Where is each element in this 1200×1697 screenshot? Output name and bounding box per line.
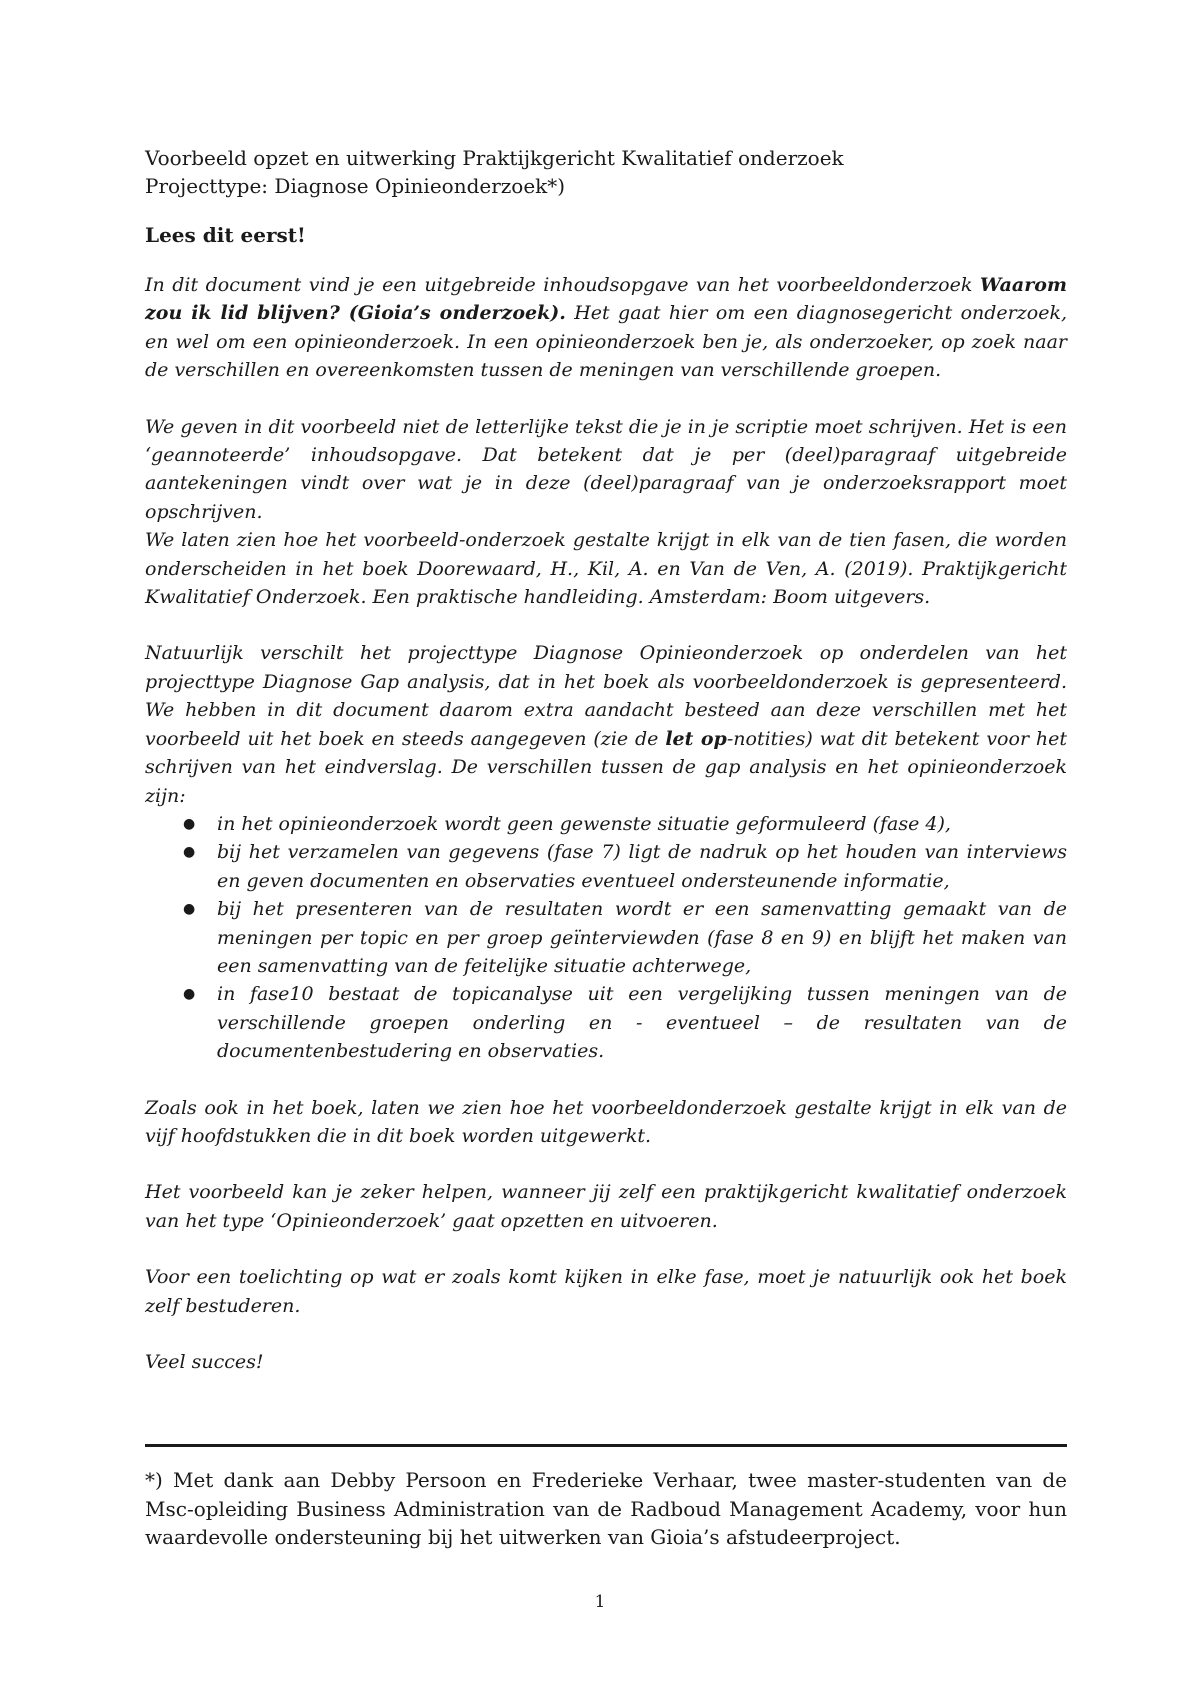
paragraph-differences-text-a: Natuurlijk verschilt het projecttype Diagnose Opinieonderzoek op onderdelen van het projecttype Diagnose Gap analysis, dat in het boek als voorbeeldonderzoek is gepresenteerd. We hebben in dit document daarom extra aandacht besteed aan deze verschillen met het voorbeeld uit het boek en steeds aangegeven (zie de: [145, 642, 1067, 750]
paragraph-chapters: Zoals ook in het boek, laten we zien hoe het voorbeeldonderzoek gestalte krijgt in elk van de vijf hoofdstukken die in dit boek worden uitgewerkt.: [145, 1096, 1067, 1147]
section-heading: Lees dit eerst!: [145, 223, 306, 247]
bullet-icon: ●: [183, 815, 196, 832]
paragraph-phases: We laten zien hoe het voorbeeld-onderzoek gestalte krijgt in elk van de tien fasen, die worden onderscheiden in het boek Doorewaard, H., Kil, A. en Van de Ven, A. (2019). Praktijkgericht Kwalitatief Onderzoek. Een praktische handleiding. Amsterdam: Boom uitgevers.: [145, 529, 1067, 609]
differences-list: [145, 810, 1067, 1066]
paragraph-intro-text-b: Het gaat hier om een diagnosegericht onderzoek, en wel om een opinieonderzoek. In een opinieonderzoek ben je, als onderzoeker, op zoek naar de verschillen en overeenkomsten tussen de meningen van verschillende groepen.: [145, 302, 1068, 382]
list-item: ● in het opinieonderzoek wordt geen gewenste situatie geformuleerd (fase 4),: [145, 810, 1067, 838]
project-type: Projecttype: Diagnose Opinieonderzoek*): [145, 174, 566, 198]
paragraph-intro: [145, 271, 1067, 385]
list-item: ● bij het presenteren van de resultaten wordt er een samenvatting gemaakt van de meningen per topic en per groep geïnterviewden (fase 8 en 9) en blijft het maken van een samenvatting van de feitelijke situatie achterwege,: [145, 895, 1067, 980]
bullet-icon: ●: [183, 901, 196, 918]
paragraph-differences-text-b: -notities) wat dit betekent voor het schrijven van het eindverslag. De verschillen tussen de gap analysis en het opinieonderzoek zijn:: [145, 727, 1068, 807]
bullet-icon: ●: [183, 986, 196, 1003]
paragraph-intro-bold: Waarom zou ik lid blijven? (Gioia’s onderzoek).: [145, 274, 1067, 325]
list-item: ● in fase10 bestaat de topicanalyse uit een vergelijking tussen meningen van de verschillende groepen onderling en - eventueel – de resultaten van de documentenbestudering en observaties.: [145, 980, 1067, 1065]
footnote-divider: [145, 1444, 1067, 1447]
bullet-icon: ●: [183, 844, 196, 861]
list-item: ● bij het verzamelen van gegevens (fase 7) ligt de nadruk op het houden van interviews en geven documenten en observaties eventueel ondersteunende informatie,: [145, 838, 1067, 895]
document-title: Voorbeeld opzet en uitwerking Praktijkgericht Kwalitatief onderzoek: [145, 146, 844, 170]
paragraph-explanation: Voor een toelichting op wat er zoals komt kijken in elke fase, moet je natuurlijk ook het boek zelf bestuderen.: [145, 1266, 1067, 1317]
footnote: *) Met dank aan Debby Persoon en Frederieke Verhaar, twee master-studenten van de Msc-opleiding Business Administration van de Radboud Management Academy, voor hun waardevolle ondersteuning bij het uitwerken van Gioia’s afstudeerproject.: [145, 1468, 1067, 1549]
document-body: [145, 144, 1067, 1376]
paragraph-intro-text-a: In dit document vind je een uitgebreide inhoudsopgave van het voorbeeldonderzoek: [145, 274, 980, 296]
paragraph-help: Het voorbeeld kan je zeker helpen, wanneer jij zelf een praktijkgericht kwalitatief onderzoek van het type ‘Opinieonderzoek’ gaat opzetten en uitvoeren.: [145, 1181, 1067, 1232]
paragraph-annotated: We geven in dit voorbeeld niet de letterlijke tekst die je in je scriptie moet schrijven. Het is een ‘geannoteerde’ inhoudsopgave. Dat betekent dat je per (deel)paragraaf uitgebreide aantekeningen vindt over wat je in deze (deel)paragraaf van je onderzoeksrapport moet opschrijven.: [145, 415, 1067, 523]
let-op-bold: let op: [665, 727, 727, 750]
page-number: 1: [594, 1592, 606, 1612]
paragraph-differences: [145, 639, 1067, 809]
paragraph-closing: Veel succes!: [145, 1351, 264, 1373]
